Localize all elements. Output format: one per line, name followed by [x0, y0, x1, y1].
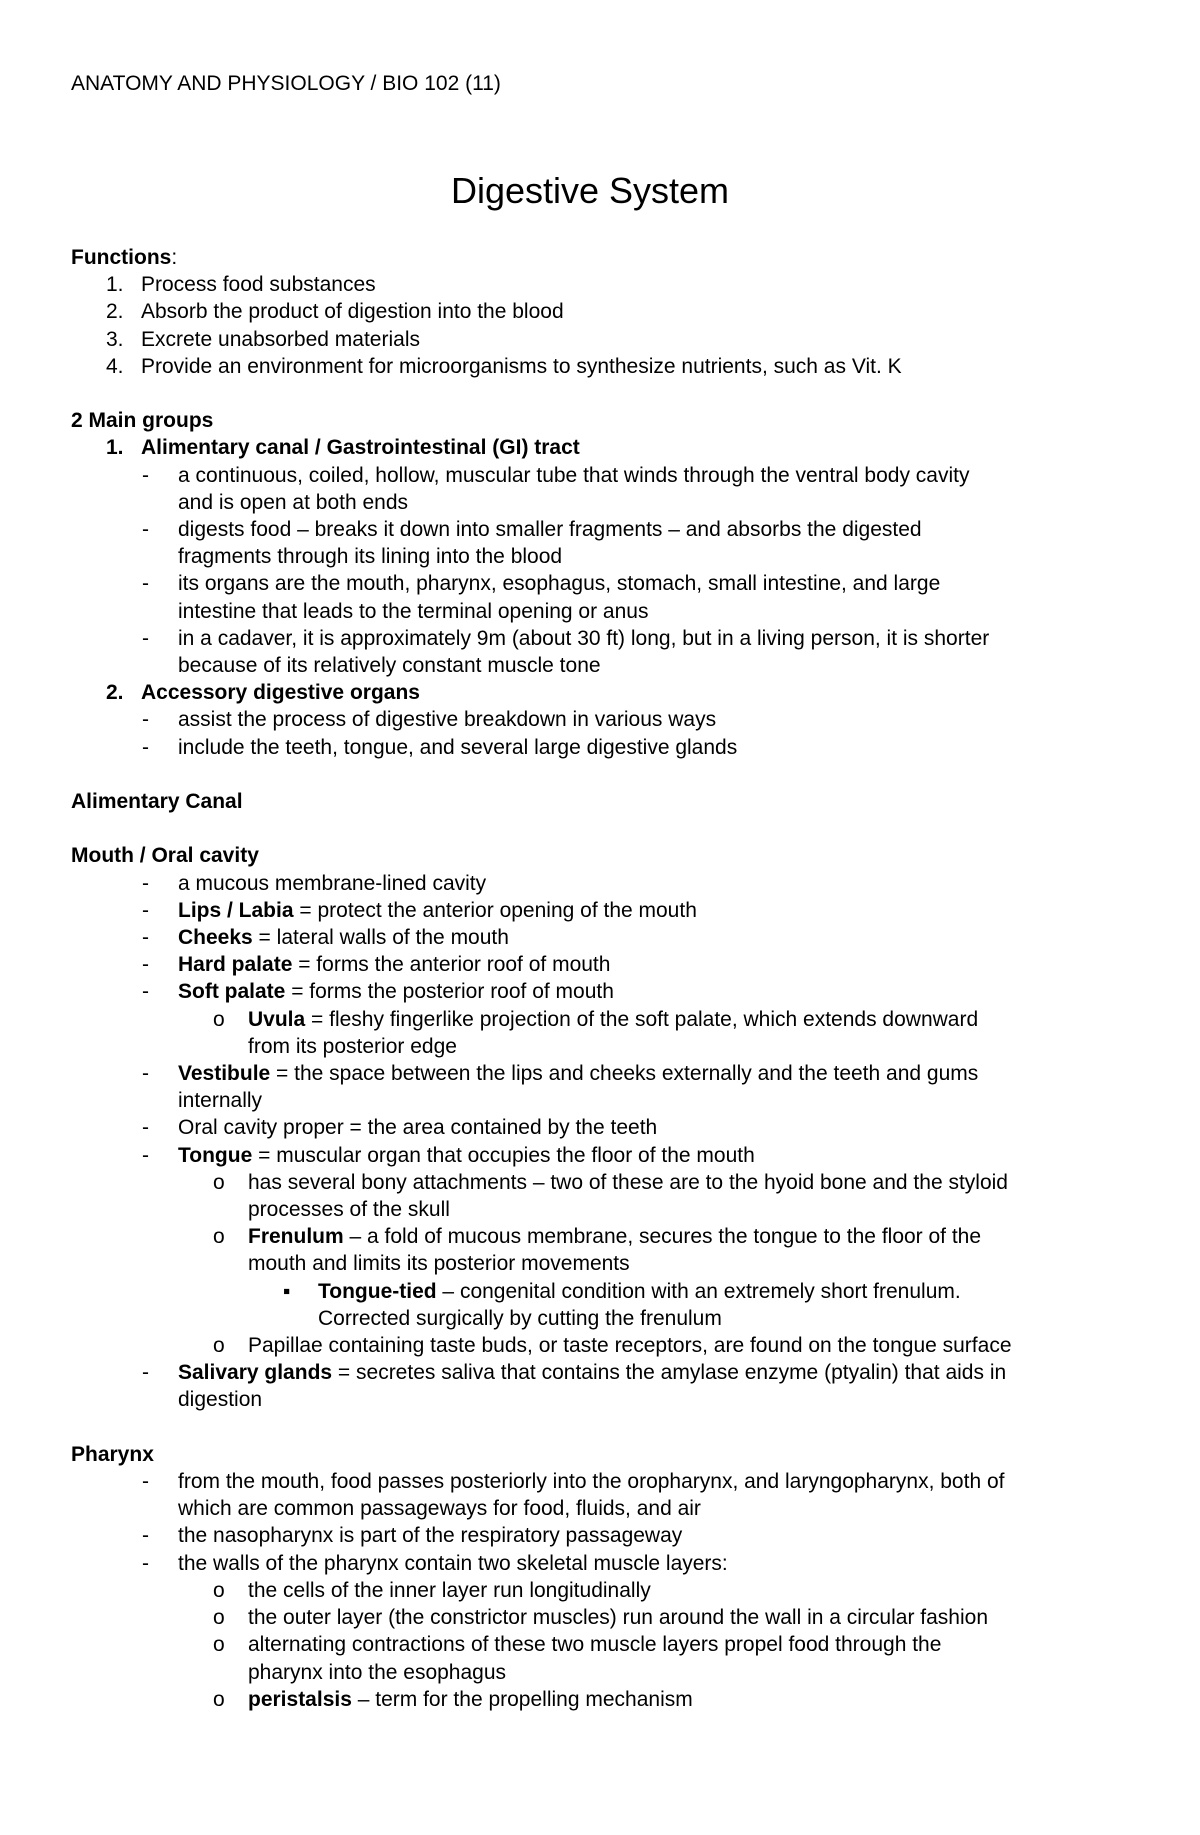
group-2-title: 2. Accessory digestive organs — [106, 681, 420, 705]
main-groups-heading: 2 Main groups — [71, 409, 214, 433]
list-item-cont: which are common passageways for food, fluids, and air — [178, 1497, 701, 1521]
mouth-heading: Mouth / Oral cavity — [71, 844, 259, 868]
sub-list-item-cont: mouth and limits its posterior movements — [248, 1252, 630, 1276]
list-item: - include the teeth, tongue, and several large digestive glands — [142, 735, 738, 759]
list-item-cont: because of its relatively constant muscle tone — [178, 654, 601, 678]
document-body — [71, 244, 1131, 1713]
list-item: 2. Absorb the product of digestion into the blood — [106, 300, 564, 324]
list-item-cont: fragments through its lining into the blood — [178, 545, 563, 569]
list-item-cont: digestion — [178, 1388, 263, 1412]
sub-list-item-cont: processes of the skull — [248, 1198, 450, 1222]
list-item: - its organs are the mouth, pharynx, esophagus, stomach, small intestine, and large — [142, 572, 941, 596]
list-item: - Tongue = muscular organ that occupies the floor of the mouth — [142, 1143, 755, 1167]
group-1-title: 1. Alimentary canal / Gastrointestinal (GI) tract — [106, 436, 580, 460]
list-item: 4. Provide an environment for microorganisms to synthesize nutrients, such as Vit. K — [106, 354, 902, 378]
sub-list-item: o alternating contractions of these two muscle layers propel food through the — [213, 1633, 942, 1657]
list-item: - Vestibule = the space between the lips and cheeks externally and the teeth and gums — [142, 1062, 979, 1086]
list-item: - Oral cavity proper = the area contained by the teeth — [142, 1116, 658, 1140]
list-item: - the nasopharynx is part of the respiratory passageway — [142, 1524, 683, 1548]
sub-list-item-cont: from its posterior edge — [248, 1034, 457, 1058]
list-item: 1. Process food substances — [106, 273, 376, 297]
list-item: 3. Excrete unabsorbed materials — [106, 327, 420, 351]
list-item: - Lips / Labia = protect the anterior opening of the mouth — [142, 898, 697, 922]
list-item: - a mucous membrane-lined cavity — [142, 871, 487, 895]
sub-list-item: o has several bony attachments – two of these are to the hyoid bone and the styloid — [213, 1170, 1008, 1194]
sub-list-item: o Frenulum – a fold of mucous membrane, secures the tongue to the floor of the — [213, 1225, 982, 1249]
list-item: - a continuous, coiled, hollow, muscular tube that winds through the ventral body cavity — [142, 463, 970, 487]
list-item-cont: internally — [178, 1089, 263, 1113]
list-item: - in a cadaver, it is approximately 9m (about 30 ft) long, but in a living person, it is shorter — [142, 626, 990, 650]
list-item: - the walls of the pharynx contain two skeletal muscle layers: — [142, 1551, 728, 1575]
pharynx-heading: Pharynx — [71, 1442, 154, 1466]
course-header: ANATOMY AND PHYSIOLOGY / BIO 102 (11) — [71, 72, 501, 95]
page-title: Digestive System — [450, 170, 730, 211]
sub-list-item: o Uvula = fleshy fingerlike projection of the soft palate, which extends downward — [213, 1007, 979, 1031]
list-item-cont: and is open at both ends — [178, 490, 409, 514]
sub-list-item-cont: pharynx into the esophagus — [248, 1660, 507, 1684]
sub-list-item: o the outer layer (the constrictor muscles) run around the wall in a circular fashion — [213, 1606, 989, 1630]
sub-list-item: o the cells of the inner layer run longitudinally — [213, 1578, 651, 1602]
list-item: - from the mouth, food passes posteriorly into the oropharynx, and laryngopharynx, both of — [142, 1470, 1005, 1494]
list-item: - assist the process of digestive breakdown in various ways — [142, 708, 717, 732]
list-item: - Cheeks = lateral walls of the mouth — [142, 926, 509, 950]
sub-sub-list-item-cont: Corrected surgically by cutting the frenulum — [318, 1306, 722, 1330]
list-item: - Salivary glands = secretes saliva that contains the amylase enzyme (ptyalin) that aids in — [142, 1361, 1007, 1385]
list-item: - Hard palate = forms the anterior roof of mouth — [142, 953, 611, 977]
sub-list-item: o peristalsis – term for the propelling mechanism — [213, 1687, 693, 1711]
alimentary-canal-heading: Alimentary Canal — [71, 790, 243, 814]
sub-list-item: o Papillae containing taste buds, or taste receptors, are found on the tongue surface — [213, 1334, 1012, 1358]
sub-sub-list-item: ▪ Tongue-tied – congenital condition with an extremely short frenulum. — [283, 1279, 961, 1303]
functions-heading: Functions: — [71, 246, 178, 269]
list-item: - Soft palate = forms the posterior roof of mouth — [142, 980, 614, 1004]
list-item-cont: intestine that leads to the terminal opening or anus — [178, 599, 649, 623]
list-item: - digests food – breaks it down into smaller fragments – and absorbs the digested — [142, 518, 922, 542]
